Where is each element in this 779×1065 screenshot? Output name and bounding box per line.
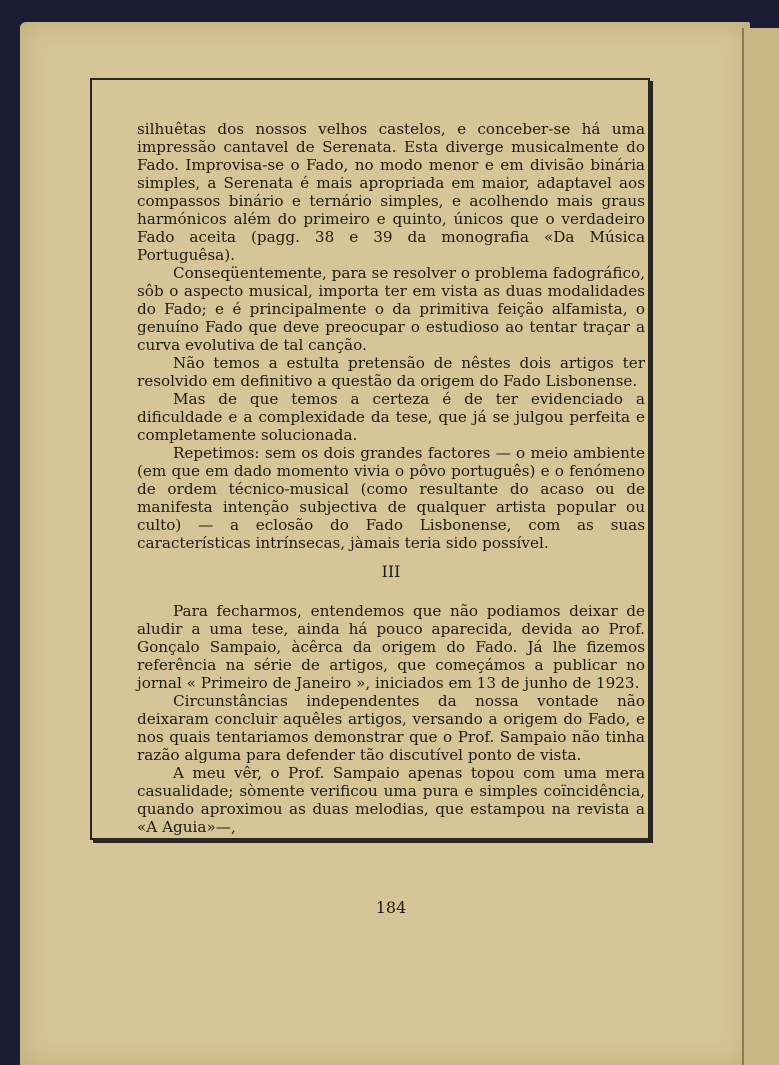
page-number: 184 (375, 898, 407, 917)
paragraph: Circunstâncias independentes da nossa vontade não deixaram concluir aquêles artigos, versando a origem do Fado, e nos quais tentariamos demonstrar que o Prof. Sampaio não tinha razão alguma para defender tão discutível ponto de vista. (137, 692, 645, 764)
paragraph: Conseqüentemente, para se resolver o problema fadográfico, sôb o aspecto musical, importa ter em vista as duas modalidades do Fado; e é principalmente o da primitiva feição alfamista, o genuíno Fado que deve preocupar o estudioso ao tentar traçar a curva evolutiva de tal canção. (137, 264, 645, 354)
body-text-top (137, 120, 645, 552)
paragraph: silhuêtas dos nossos velhos castelos, e conceber-se há uma impressão cantavel de Serenata. Esta diverge musicalmente do Fado. Improvisa-se o Fado, no modo menor e em divisão binária simples, a Serenata é mais apropriada em maior, adaptavel aos compassos binário e ternário simples, e acolhendo mais graus harmónicos além do primeiro e quinto, únicos que o verdadeiro Fado aceita (pagg. 38 e 39 da monografia «Da Música Portuguêsa). (137, 120, 645, 264)
section-heading: III (381, 562, 401, 581)
paragraph: A meu vêr, o Prof. Sampaio apenas topou com uma mera casualidade; sòmente verificou uma pura e simples coïncidência, quando aproximou as duas melodias, que estampou na revista a «A Aguia»—, (137, 764, 645, 836)
body-text-bottom (137, 602, 645, 836)
paragraph: Repetimos: sem os dois grandes factores — o meio ambiente (em que em dado momento vivia o pôvo português) e o fenómeno de ordem técnico-musical (como resultante do acaso ou de manifesta intenção subjectiva de qualquer artista popular ou culto) — a eclosão do Fado Lisbonense, com as suas características intrínsecas, jàmais teria sido possível. (137, 444, 645, 552)
paragraph: Mas de que temos a certeza é de ter evidenciado a dificuldade e a complexidade da tese, que já se julgou perfeita e completamente solucionada. (137, 390, 645, 444)
paragraph: Para fecharmos, entendemos que não podiamos deixar de aludir a uma tese, ainda há pouco aparecida, devida ao Prof. Gonçalo Sampaio, àcêrca da origem do Fado. Já lhe fizemos referência na série de artigos, que começámos a publicar no jornal « Primeiro de Janeiro », iniciados em 13 de junho de 1923. (137, 602, 645, 692)
adjacent-page-edge (742, 28, 779, 1065)
paragraph: Não temos a estulta pretensão de nêstes dois artigos ter resolvido em definitivo a questão da origem do Fado Lisbonense. (137, 354, 645, 390)
